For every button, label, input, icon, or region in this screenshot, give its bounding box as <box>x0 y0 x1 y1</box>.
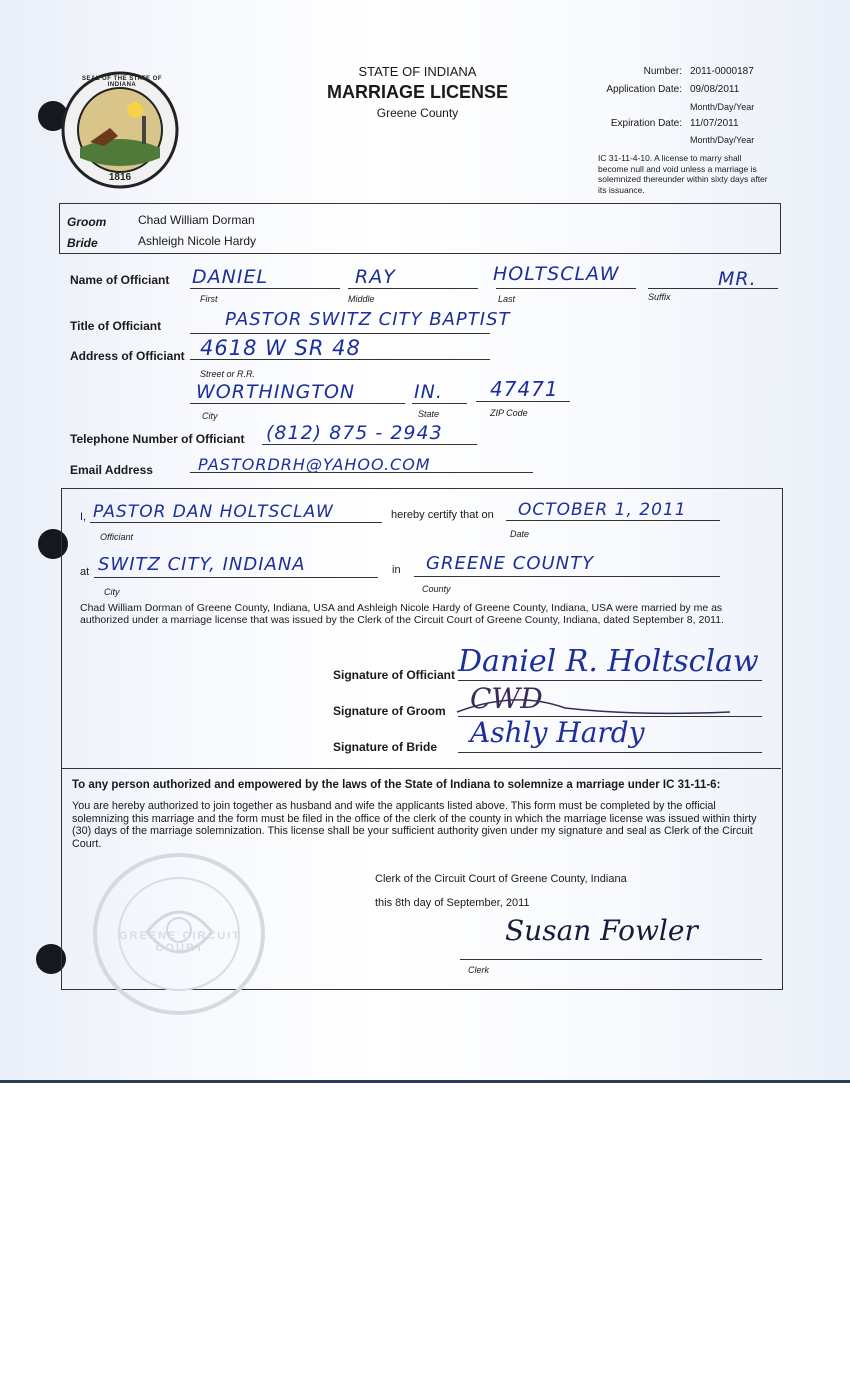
state-seal <box>60 70 180 190</box>
county-name: Greene County <box>376 106 459 120</box>
marriage-city-caption: City <box>104 587 120 597</box>
clerk-signature-line <box>460 959 762 960</box>
first-caption: First <box>200 294 218 304</box>
i-label: I, <box>80 511 87 523</box>
marriage-city-line <box>94 577 378 578</box>
officiant-email: PASTORDRH@YAHOO.COM <box>198 455 431 474</box>
officiant-caption: Officiant <box>100 532 134 542</box>
street-line <box>190 359 490 360</box>
officiant-name-label: Name of Officiant <box>70 273 170 287</box>
certify-officiant-line <box>90 522 382 523</box>
issued-line: this 8th day of September, 2011 <box>375 897 530 909</box>
street-caption: Street or R.R. <box>200 369 256 379</box>
clerk-line: Clerk of the Circuit Court of Greene County, Indiana <box>375 873 627 885</box>
bride-signature: Ashly Hardy <box>470 716 645 749</box>
seal-year: 1816 <box>108 172 132 183</box>
groom-label: Groom <box>67 215 107 229</box>
number-label: Number: <box>643 66 682 77</box>
expiration-date: 11/07/2011 <box>690 118 739 129</box>
date-format-1: Month/Day/Year <box>690 102 755 112</box>
bride-signature-label: Signature of Bride <box>333 740 438 754</box>
bride-label: Bride <box>67 236 98 250</box>
zip-caption: ZIP Code <box>490 408 528 418</box>
clerk-signature: Susan Fowler <box>505 914 698 947</box>
officiant-title: PASTOR SWITZ CITY BAPTIST <box>225 309 511 330</box>
at-label: at <box>80 566 90 578</box>
certify-text: hereby certify that on <box>391 509 494 521</box>
middle-name-line <box>348 288 478 289</box>
groom-name: Chad William Dorman <box>138 213 255 227</box>
last-name-line <box>496 288 636 289</box>
expiration-date-label: Expiration Date: <box>610 118 682 129</box>
validity-notice: IC 31-11-4-10. A license to marry shall become null and void unless a marriage is solemnized thereunder within sixty days after its issuance. <box>598 153 768 195</box>
officiant-state: IN. <box>414 381 443 403</box>
title-line <box>190 333 490 334</box>
officiant-zip: 47471 <box>490 377 559 401</box>
marriage-statement: Chad William Dorman of Greene County, Indiana, USA and Ashleigh Nicole Hardy of Greene County, Indiana, USA were married by me as authorized under a marriage license that was issued by the Clerk of the Circuit Court of Greene County, Indiana, dated September 8, 2011. <box>80 602 724 626</box>
officiant-middle-name: RAY <box>355 266 396 288</box>
page-title: MARRIAGE LICENSE <box>326 82 508 102</box>
clerk-caption: Clerk <box>468 965 490 975</box>
officiant-signature-line <box>458 680 762 681</box>
date-format-2: Month/Day/Year <box>690 135 755 145</box>
suffix-line <box>648 288 778 289</box>
officiant-suffix: MR. <box>718 268 757 290</box>
seal-text: SEAL OF THE STATE OF INDIANA <box>82 76 163 88</box>
in-label: in <box>392 564 401 576</box>
authorization-heading: To any person authorized and empowered by the laws of the State of Indiana to solemnize a marriage under IC 31-11-6: <box>72 779 721 791</box>
bride-name: Ashleigh Nicole Hardy <box>138 234 257 248</box>
state-line <box>412 403 467 404</box>
application-date: 09/08/2011 <box>690 84 740 95</box>
license-number: 2011-0000187 <box>690 66 754 77</box>
marriage-city: SWITZ CITY, INDIANA <box>98 554 306 575</box>
officiant-street: 4618 W SR 48 <box>200 336 361 360</box>
marriage-county-line <box>414 576 720 577</box>
groom-signature: CWD <box>470 682 543 715</box>
officiant-phone: (812) 875 - 2943 <box>266 422 443 444</box>
officiant-signature-label: Signature of Officiant <box>333 668 456 682</box>
suffix-caption: Suffix <box>648 292 671 302</box>
officiant-title-label: Title of Officiant <box>70 319 162 333</box>
phone-line <box>262 444 477 445</box>
first-name-line <box>190 288 340 289</box>
marriage-county: GREENE COUNTY <box>426 553 595 574</box>
officiant-first-name: DANIEL <box>192 266 269 288</box>
bride-signature-line <box>458 752 762 753</box>
marriage-date: OCTOBER 1, 2011 <box>518 500 687 520</box>
application-date-label: Application Date: <box>606 84 682 95</box>
groom-signature-label: Signature of Groom <box>333 704 446 718</box>
state-name: STATE OF INDIANA <box>358 64 477 79</box>
email-line <box>190 472 533 473</box>
marriage-county-caption: County <box>422 584 451 594</box>
authorization-body: You are hereby authorized to join together as husband and wife the applicants listed above. This form must be completed by the official solemnizing this marriage and the form must be filed in the office of the clerk of the county in which the marriage license was issued within thirty (30) days of the marriage solemnization. This license shall be your sufficient authority given under my signature and seal as Clerk of the Circuit Court. <box>72 800 757 850</box>
officiant-signature: Daniel R. Holtsclaw <box>458 644 759 679</box>
officiant-last-name: HOLTSCLAW <box>493 263 620 285</box>
certifying-officiant: PASTOR DAN HOLTSCLAW <box>93 502 334 522</box>
officiant-city: WORTHINGTON <box>196 381 356 403</box>
date-line <box>506 520 720 521</box>
city-line <box>190 403 405 404</box>
officiant-phone-label: Telephone Number of Officiant <box>70 432 245 446</box>
email-label: Email Address <box>70 463 153 477</box>
embossed-seal-text: GREENE CIRCUIT COURT <box>118 930 242 954</box>
officiant-address-label: Address of Officiant <box>70 349 185 363</box>
date-caption: Date <box>510 529 530 539</box>
city-caption: City <box>202 411 218 421</box>
middle-caption: Middle <box>348 294 375 304</box>
section-divider <box>61 768 781 769</box>
last-caption: Last <box>498 294 516 304</box>
zip-line <box>476 401 570 402</box>
state-caption: State <box>418 409 440 419</box>
